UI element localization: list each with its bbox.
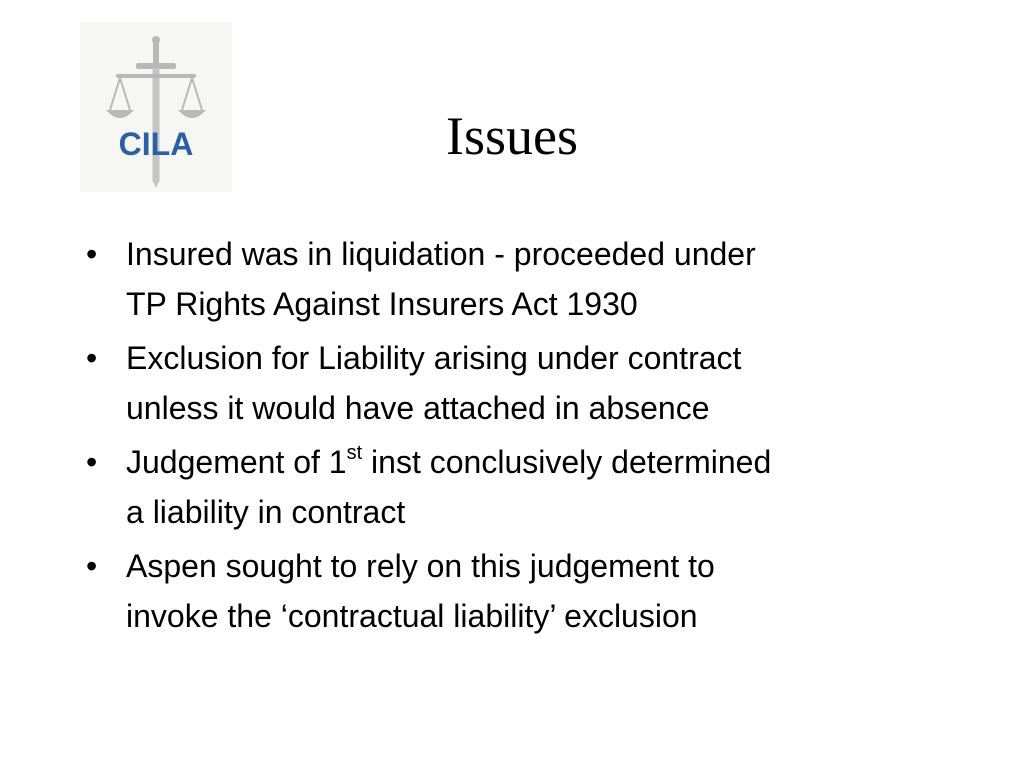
bullet-line: Insured was in liquidation - proceeded under xyxy=(126,236,756,272)
bullet-text: Judgement of 1 xyxy=(126,444,347,480)
bullet-item xyxy=(80,541,960,641)
bullet-line: Exclusion for Liability arising under contract xyxy=(126,340,742,376)
bullet-item xyxy=(80,229,960,329)
bullet-item xyxy=(80,437,960,537)
bullet-line: Aspen sought to rely on this judgement to xyxy=(126,548,715,584)
bullet-dot: • xyxy=(86,340,98,376)
ordinal-superscript: st xyxy=(346,442,363,464)
bullet-line: invoke the ‘contractual liability’ exclusion xyxy=(126,598,698,634)
bullet-item xyxy=(80,333,960,433)
bullet-line: a liability in contract xyxy=(126,494,406,530)
bullet-line: unless it would have attached in absence xyxy=(126,390,710,426)
bullet-dot: • xyxy=(86,548,98,584)
logo-text: CILA xyxy=(118,126,194,162)
bullet-dot: • xyxy=(86,236,98,272)
bullet-list xyxy=(80,229,960,645)
bullet-dot: • xyxy=(86,444,98,480)
slide-title: Issues xyxy=(446,106,578,166)
bullet-text: inst conclusively determined xyxy=(362,444,772,480)
bullet-line: TP Rights Against Insurers Act 1930 xyxy=(126,286,638,322)
